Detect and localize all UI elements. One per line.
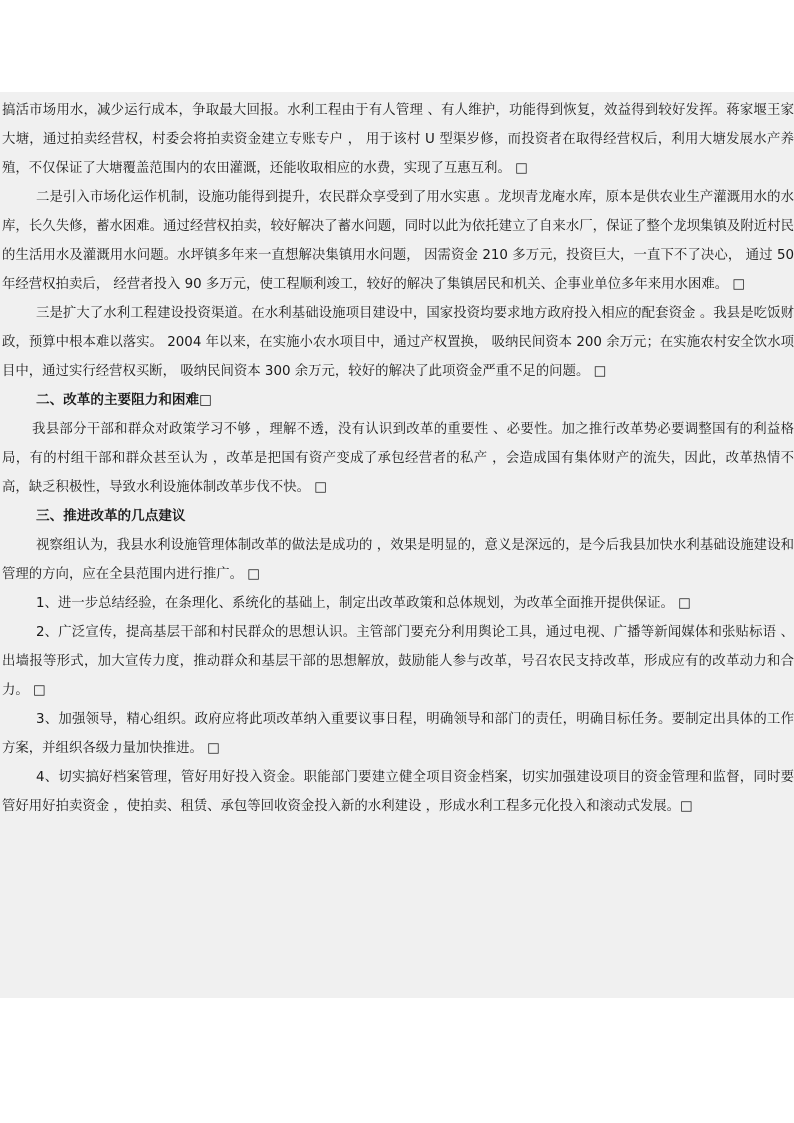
- paragraph-market-mechanism: 二是引入市场化运作机制，设施功能得到提升，农民群众享受到了用水实惠 。龙坝青龙庵水库，原本是供农业生产灌溉用水的水库，长久失修，蓄水困难。通过经营权拍卖，较好解决了蓄水问题，同时以此为依托建立了自来水厂，保证了整个龙坝集镇及附近村民的生活用水及灌溉用水问题。水坪镇多年来一直想解决集镇用水问题， 因需资金 210 多万元，投资巨大，一直下不了决心， 通过 50 年经营权拍卖后， 经营者投入 90 多万元，使工程顺利竣工，较好的解决了集镇居民和机关、企事业单位多年来用水困难。 □: [2, 190, 794, 292]
- suggestion-item-2: 2、广泛宣传，提高基层干部和村民群众的思想认识。主管部门要充分利用舆论工具，通过电视、广播等新闻媒体和张贴标语 、出墙报等形式，加大宣传力度，推动群众和基层干部的思想解放，鼓励能人参与改革，号召农民支持改革，形成应有的改革动力和合力。 □: [2, 625, 794, 698]
- suggestion-item-1: 1、进一步总结经验，在条理化、系统化的基础上，制定出改革政策和总体规划，为改革全面推开提供保证。 □: [36, 596, 691, 611]
- paragraph-investment-channels: 三是扩大了水利工程建设投资渠道。在水利基础设施项目建设中，国家投资均要求地方政府投入相应的配套资金 。我县是吃饭财政，预算中根本难以落实。 2004 年以来，在实施小农水项目中，通过产权置换， 吸纳民间资本 200 余万元；在实施农村安全饮水项目中，通过实行经营权买断， 吸纳民间资本 300 余万元，较好的解决了此项资金严重不足的问题。 □: [2, 306, 794, 379]
- document-body: [0, 92, 794, 821]
- suggestion-item-3: 3、加强领导，精心组织。政府应将此项改革纳入重要议事日程，明确领导和部门的责任，明确目标任务。要制定出具体的工作方案，并组织各级力量加快推进。 □: [2, 712, 794, 756]
- paragraph-obstacles: 我县部分干部和群众对政策学习不够 ，理解不透，没有认识到改革的重要性 、必要性。加之推行改革势必要调整国有的利益格局，有的村组干部和群众甚至认为 ，改革是把国有资产变成了承包经营者的私产 ，会造成国有集体财产的流失，因此，改革热情不高，缺乏积极性，导致水利设施体制改革步伐不快。 □: [2, 422, 794, 495]
- paragraph-inspection-view: 视察组认为，我县水利设施管理体制改革的做法是成功的 ，效果是明显的，意义是深远的，是今后我县加快水利基础设施建设和管理的方向，应在全县范围内进行推广。 □: [2, 538, 794, 582]
- suggestion-item-4: 4、切实搞好档案管理，管好用好投入资金。职能部门要建立健全项目资金档案，切实加强建设项目的资金管理和监督，同时要管好用好拍卖资金 ，使拍卖、租赁、承包等回收资金投入新的水利建设 ，形成水利工程多元化投入和滚动式发展。□: [2, 770, 794, 814]
- document-page-area: [0, 92, 794, 998]
- section-heading-suggestions: 三、推进改革的几点建议: [36, 508, 186, 524]
- paragraph-market-water: 搞活市场用水，减少运行成本，争取最大回报。水利工程由于有人管理 、有人维护，功能得到恢复，效益得到较好发挥。蒋家堰王家大塘，通过拍卖经营权，村委会将拍卖资金建立专账专户 ， 用于该村 U 型渠岁修，而投资者在取得经营权后，利用大塘发展水产养殖，不仅保证了大塘覆盖范围内的农田灌溉，还能收取相应的水费，实现了互惠互利。 □: [2, 103, 794, 176]
- section-heading-obstacles: 二、改革的主要阻力和困难□: [36, 392, 212, 408]
